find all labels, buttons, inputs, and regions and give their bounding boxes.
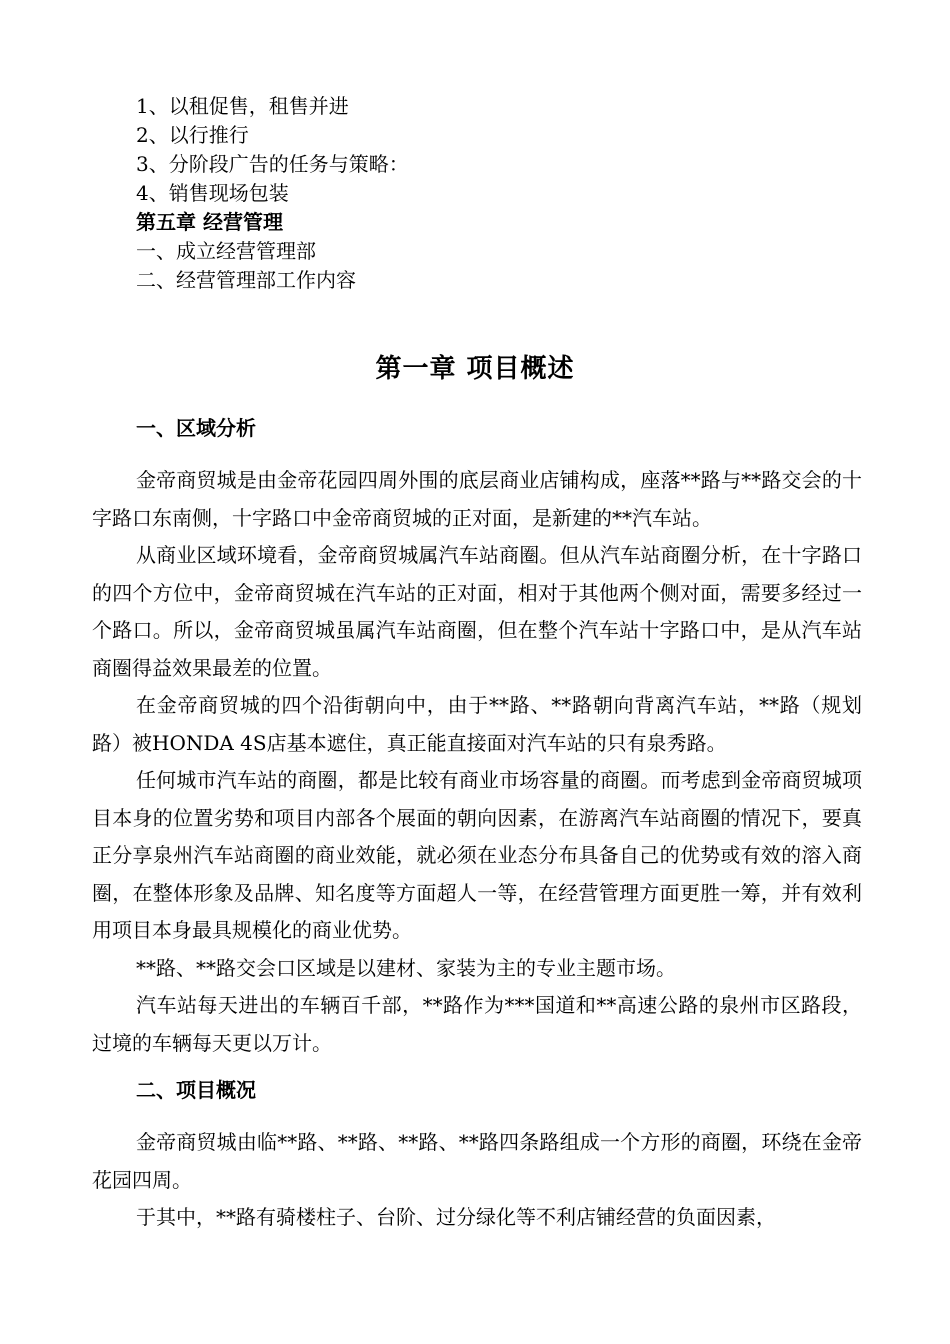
section-body-region-analysis xyxy=(92,462,862,1062)
toc-chapter-heading: 第五章 经营管理 xyxy=(136,210,283,234)
section-heading-project-overview: 二、项目概况 xyxy=(136,1078,256,1102)
toc-item: 4、销售现场包装 xyxy=(136,181,289,205)
toc-item: 3、分阶段广告的任务与策略： xyxy=(136,152,409,176)
toc-item: 1、以租促售，租售并进 xyxy=(136,94,349,118)
table-of-contents xyxy=(136,92,836,295)
paragraph: 从商业区域环境看，金帝商贸城属汽车站商圈。但从汽车站商圈分析，在十字路口的四个方位中，金帝商贸城在汽车站的正对面，相对于其他两个侧对面，需要多经过一个路口。所以，金帝商贸城虽属汽车站商圈，但在整个汽车站十字路口中，是从汽车站商圈得益效果最差的位置。 xyxy=(92,543,862,680)
paragraph: **路、**路交会口区域是以建材、家装为主的专业主题市场。 xyxy=(136,955,676,980)
section-body-project-overview xyxy=(92,1124,862,1237)
toc-item: 二、经营管理部工作内容 xyxy=(136,268,356,292)
toc-item: 一、成立经营管理部 xyxy=(136,239,316,263)
paragraph: 汽车站每天进出的车辆百千部，**路作为***国道和**高速公路的泉州市区路段，过境的车辆每天更以万计。 xyxy=(92,993,862,1055)
toc-item: 2、以行推行 xyxy=(136,123,249,147)
paragraph: 金帝商贸城是由金帝花园四周外围的底层商业店铺构成，座落**路与**路交会的十字路口东南侧，十字路口中金帝商贸城的正对面，是新建的**汽车站。 xyxy=(92,468,862,530)
paragraph: 在金帝商贸城的四个沿街朝向中，由于**路、**路朝向背离汽车站，**路（规划路）被HONDA 4S店基本遮住，真正能直接面对汽车站的只有泉秀路。 xyxy=(92,693,862,755)
paragraph: 于其中，**路有骑楼柱子、台阶、过分绿化等不利店铺经营的负面因素， xyxy=(136,1205,776,1229)
chapter-title: 第一章 项目概述 xyxy=(375,354,575,384)
paragraph: 金帝商贸城由临**路、**路、**路、**路四条路组成一个方形的商圈，环绕在金帝花园四周。 xyxy=(92,1130,862,1192)
paragraph: 任何城市汽车站的商圈，都是比较有商业市场容量的商圈。而考虑到金帝商贸城项目本身的位置劣势和项目内部各个展面的朝向因素，在游离汽车站商圈的情况下，要真正分享泉州汽车站商圈的商业效能，就必须在业态分布具备自己的优势或有效的溶入商圈，在整体形象及品牌、知名度等方面超人一等，在经营管理方面更胜一筹，并有效利用项目本身最具规模化的商业优势。 xyxy=(92,768,862,942)
section-heading-region-analysis: 一、区域分析 xyxy=(136,416,256,440)
